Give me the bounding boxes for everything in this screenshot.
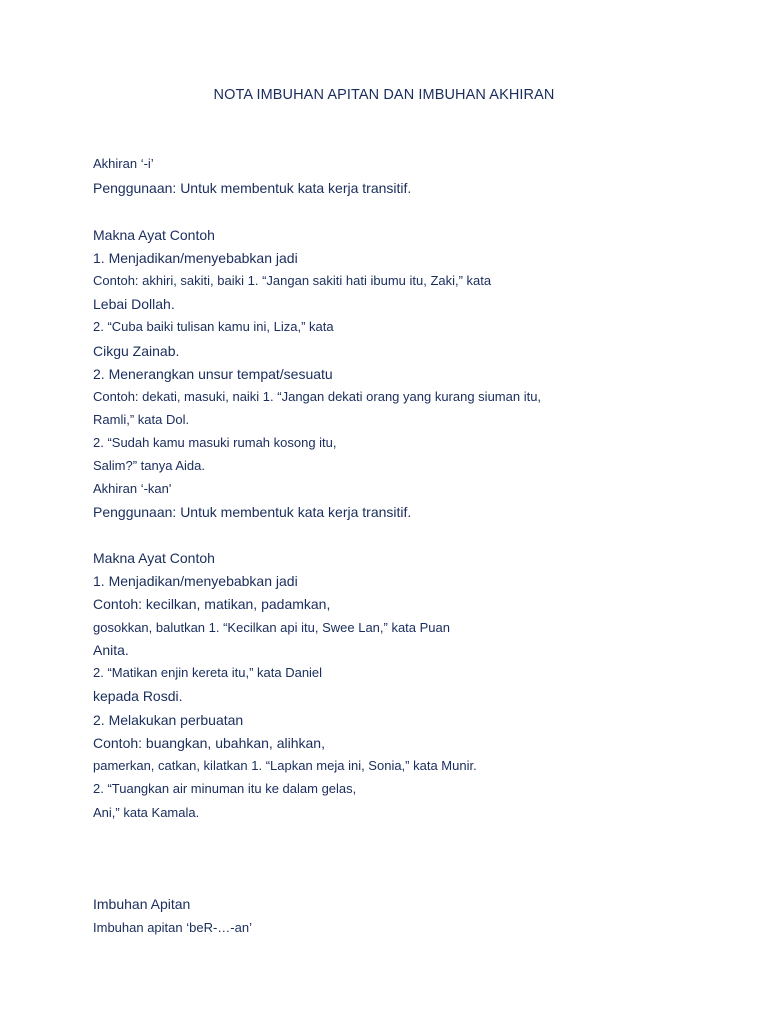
meaning-line: 2. Menerangkan unsur tempat/sesuatu (93, 366, 333, 382)
example-line: Lebai Dollah. (93, 296, 175, 312)
section-heading-imbuhan-apitan: Imbuhan Apitan (93, 896, 191, 912)
example-line: Contoh: akhiri, sakiti, baiki 1. “Jangan sakiti hati ibumu itu, Zaki,” kata (93, 273, 492, 288)
meaning-line: 1. Menjadikan/menyebabkan jadi (93, 573, 298, 589)
usage-line: Penggunaan: Untuk membentuk kata kerja transitif. (93, 180, 412, 196)
example-line: pamerkan, catkan, kilatkan 1. “Lapkan meja ini, Sonia,” kata Munir. (93, 758, 477, 773)
usage-line: Penggunaan: Untuk membentuk kata kerja transitif. (93, 504, 412, 520)
section-heading-akhiran-i: Akhiran ‘-i’ (93, 156, 154, 171)
example-line: 2. “Matikan enjin kereta itu,” kata Daniel (93, 665, 323, 680)
example-line: 2. “Cuba baiki tulisan kamu ini, Liza,” kata (93, 319, 334, 334)
table-header-line: Makna Ayat Contoh (93, 550, 215, 566)
example-line: Contoh: buangkan, ubahkan, alihkan, (93, 735, 325, 751)
example-line: 2. “Tuangkan air minuman itu ke dalam gelas, (93, 781, 357, 796)
example-line: Cikgu Zainab. (93, 343, 180, 359)
section-heading-akhiran-kan: Akhiran ‘-kan' (93, 481, 172, 496)
example-line: gosokkan, balutkan 1. “Kecilkan api itu, Swee Lan,” kata Puan (93, 620, 450, 635)
example-line: 2. “Sudah kamu masuki rumah kosong itu, (93, 435, 337, 450)
subheading-line: Imbuhan apitan ‘beR-…-an’ (93, 920, 252, 935)
example-line: Ramli,” kata Dol. (93, 412, 190, 427)
example-line: kepada Rosdi. (93, 688, 183, 704)
table-header-line: Makna Ayat Contoh (93, 227, 215, 243)
example-line: Anita. (93, 642, 129, 658)
meaning-line: 1. Menjadikan/menyebabkan jadi (93, 250, 298, 266)
document-title: NOTA IMBUHAN APITAN DAN IMBUHAN AKHIRAN (213, 87, 555, 103)
example-line: Ani,” kata Kamala. (93, 805, 200, 820)
example-line: Contoh: kecilkan, matikan, padamkan, (93, 596, 331, 612)
meaning-line: 2. Melakukan perbuatan (93, 712, 244, 728)
example-line: Contoh: dekati, masuki, naiki 1. “Jangan dekati orang yang kurang siuman itu, (93, 389, 542, 404)
example-line: Salim?” tanya Aida. (93, 458, 206, 473)
